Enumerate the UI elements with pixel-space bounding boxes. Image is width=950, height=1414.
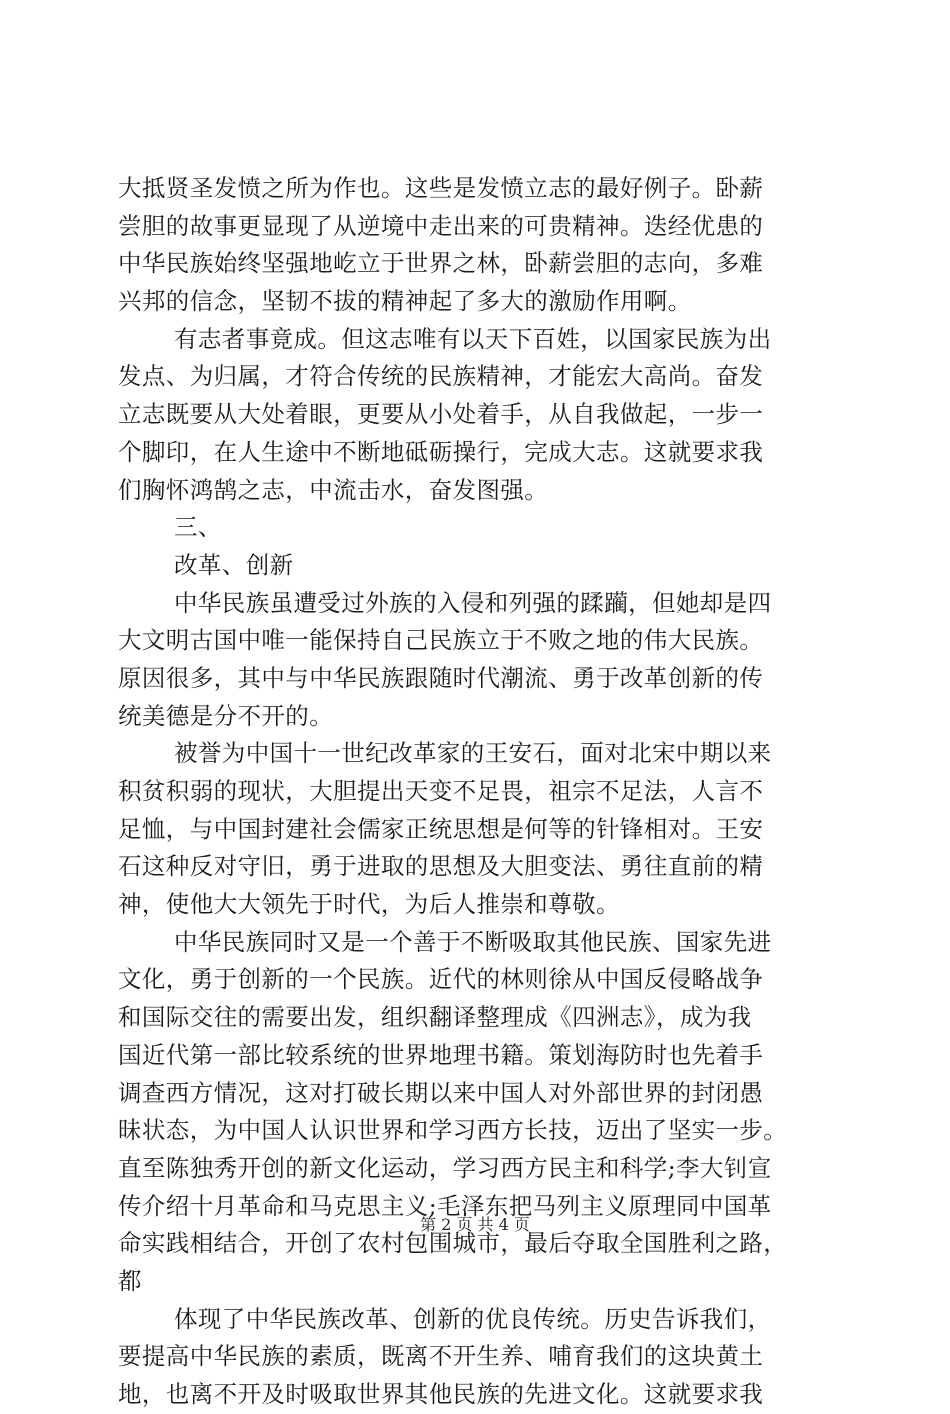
- text-line: 统美德是分不开的。: [118, 701, 334, 730]
- text-line: 原因很多，其中与中华民族跟随时代潮流、勇于改革创新的传: [118, 663, 764, 692]
- text-line: 立志既要从大处着眼，更要从小处着手，从自我做起，一步一: [118, 400, 764, 429]
- text-line: 兴邦的信念，坚韧不拔的精神起了多大的激励作用啊。: [118, 287, 692, 316]
- text-line: 传介绍十月革命和马克思主义;毛泽东把马列主义原理同中国革: [118, 1191, 772, 1220]
- text-line: 改革、创新: [174, 550, 294, 579]
- page-footer: 第 2 页 共 4 页: [420, 1215, 530, 1234]
- text-line: 们胸怀鸿鹄之志，中流击水，奋发图强。: [118, 475, 549, 504]
- text-line: 要提高中华民族的素质，既离不开生养、哺育我们的这块黄土: [118, 1342, 764, 1371]
- text-line: 石这种反对守旧，勇于进取的思想及大胆变法、勇往直前的精: [118, 852, 764, 881]
- text-line: 被誉为中国十一世纪改革家的王安石，面对北宋中期以来: [174, 739, 772, 768]
- text-line: 直至陈独秀开创的新文化运动，学习西方民主和科学;李大钊宣: [118, 1153, 772, 1182]
- text-line: 积贫积弱的现状，大胆提出天变不足畏，祖宗不足法，人言不: [118, 777, 764, 805]
- text-line: 三、: [174, 513, 222, 542]
- text-line: 体现了中华民族改革、创新的优良传统。历史告诉我们，: [174, 1304, 772, 1333]
- text-line: 都: [118, 1266, 142, 1295]
- text-line: 昧状态，为中国人认识世界和学习西方长技，迈出了坚实一步。: [118, 1116, 788, 1145]
- text-line: 中华民族始终坚强地屹立于世界之林，卧薪尝胆的志向，多难: [118, 249, 764, 278]
- text-line: 地，也离不开及时吸取世界其他民族的先进文化。这就要求我: [118, 1380, 764, 1408]
- text-line: 大抵贤圣发愤之所为作也。这些是发愤立志的最好例子。卧薪: [118, 174, 764, 202]
- text-line: 足恤，与中国封建社会儒家正统思想是何等的针锋相对。王安: [118, 814, 764, 843]
- text-line: 个脚印，在人生途中不断地砥砺操行，完成大志。这就要求我: [118, 437, 764, 466]
- text-line: 中华民族虽遭受过外族的入侵和列强的蹂躏，但她却是四: [174, 588, 772, 617]
- text-line: 和国际交往的需要出发，组织翻译整理成《四洲志》，成为我: [118, 1003, 752, 1032]
- text-line: 文化，勇于创新的一个民族。近代的林则徐从中国反侵略战争: [118, 965, 764, 994]
- text-line: 命实践相结合，开创了农村包围城市，最后夺取全国胜利之路，: [118, 1229, 788, 1258]
- text-line: 有志者事竟成。但这志唯有以天下百姓，以国家民族为出: [174, 324, 772, 353]
- text-line: 中华民族同时又是一个善于不断吸取其他民族、国家先进: [174, 927, 772, 956]
- text-line: 调查西方情况，这对打破长期以来中国人对外部世界的封闭愚: [118, 1078, 764, 1107]
- text-line: 大文明古国中唯一能保持自己民族立于不败之地的伟大民族。: [118, 626, 764, 655]
- text-line: 发点、为归属，才符合传统的民族精神，才能宏大高尚。奋发: [118, 362, 764, 391]
- text-line: 国近代第一部比较系统的世界地理书籍。策划海防时也先着手: [118, 1040, 764, 1069]
- text-line: 尝胆的故事更显现了从逆境中走出来的可贵精神。迭经优患的: [118, 211, 764, 240]
- text-line: 神，使他大大领先于时代，为后人推崇和尊敬。: [118, 890, 620, 919]
